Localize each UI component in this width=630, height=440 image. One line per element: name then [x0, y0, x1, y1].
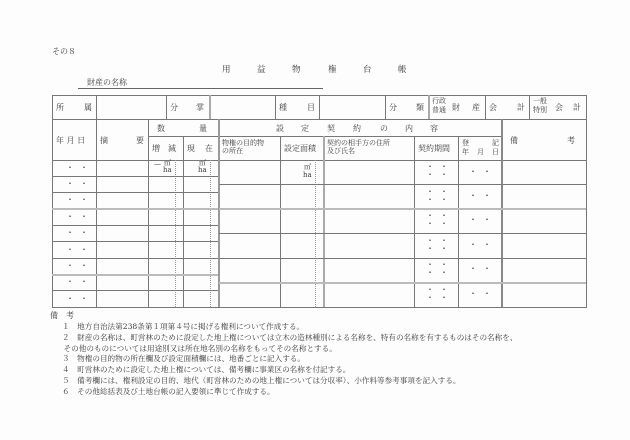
remarks-header: 考: [567, 136, 575, 145]
note-item: その他のものについては用途別又は所在地名別の名称をもってその名称とする。: [56, 343, 337, 353]
registration-date-cell[interactable]: ・・: [469, 240, 497, 249]
category-field[interactable]: [320, 96, 384, 118]
summary-column-header: 摘: [100, 136, 108, 145]
quantity-header: 量: [199, 124, 207, 133]
account-label: 計: [517, 103, 525, 112]
object-location-header: の所在: [222, 147, 243, 155]
date-cell[interactable]: ・・: [66, 228, 94, 237]
object-location-header: 物権の目的物: [222, 139, 264, 147]
note-item: ３ 物権の目的物の所在欄及び設定面積欄には、地番ごとに記入する。: [62, 354, 305, 364]
category-label: 種: [279, 103, 287, 112]
counterparty-header: 契約の相手方の住所: [327, 139, 390, 147]
date-cell[interactable]: ・・: [66, 212, 94, 221]
classification-label: 類: [416, 103, 424, 112]
branch-field[interactable]: [211, 96, 274, 118]
current-header: 現: [187, 144, 195, 153]
affiliation-field[interactable]: [97, 96, 165, 118]
date-cell[interactable]: ・・: [66, 277, 94, 286]
note-item: １ 地方自治法第238条第１項第４号に掲げる権利について作成する。: [62, 322, 305, 331]
title-char: 益: [257, 65, 266, 75]
title-char: 帳: [398, 65, 407, 75]
title-char: 物: [292, 65, 301, 75]
date-cell[interactable]: ・・: [66, 163, 94, 172]
registration-date-cell[interactable]: ・・: [469, 264, 497, 273]
unit-sqm: ㎡: [199, 159, 206, 167]
registration-date-cell[interactable]: ・・: [469, 167, 497, 176]
registration-date-cell[interactable]: ・・: [469, 215, 497, 224]
set-area-header: 設定面積: [284, 144, 316, 153]
admin-general-label: 普通: [432, 106, 446, 114]
contract-period-header: 契約期間: [418, 144, 450, 153]
category-label: 目: [307, 103, 315, 112]
unit-ha: ha: [163, 166, 172, 174]
date-cell[interactable]: ・・: [66, 179, 94, 188]
branch-label: 分: [170, 103, 178, 112]
affiliation-label: 所: [56, 103, 64, 112]
note-item: ６ その他総括表及び土地台帳の記入要領に準じて作成する。: [62, 386, 275, 396]
increase-decrease-header: 増: [152, 144, 160, 153]
affiliation-label: 属: [84, 103, 92, 112]
property-type-label: 産: [472, 103, 480, 112]
date-cell[interactable]: ・・: [66, 294, 94, 303]
property-type-label: 財: [452, 103, 460, 112]
date-cell[interactable]: ・・: [66, 261, 94, 270]
unit-ha: ha: [303, 171, 312, 179]
contract-period-cell[interactable]: ・・: [426, 285, 454, 294]
account-label: 会: [489, 103, 497, 112]
branch-label: 掌: [196, 103, 204, 112]
unit-ha: ha: [198, 166, 207, 174]
account2-label: 計: [573, 103, 581, 112]
date-cell[interactable]: ・・: [66, 195, 94, 204]
remarks-header: 備: [510, 136, 518, 145]
summary-column-header: 要: [136, 136, 144, 145]
general-special-label: 特別: [533, 106, 547, 114]
title-char: 権: [328, 65, 337, 75]
registration-date-cell[interactable]: ・・: [469, 289, 497, 298]
general-special-label: 一般: [533, 97, 547, 105]
property-name-field[interactable]: [78, 88, 323, 89]
contract-period-cell[interactable]: ・・: [426, 162, 454, 171]
current-header: 在: [205, 144, 213, 153]
admin-general-label: 行政: [432, 97, 446, 105]
title-char: 台: [363, 65, 372, 75]
contract-period-cell[interactable]: ・・: [426, 236, 454, 245]
contract-period-cell[interactable]: ・・: [426, 187, 454, 196]
note-item: ４ 町営林のために設定した地上権については、備考欄に事業区の名称を付記する。: [62, 365, 351, 375]
notes-list: [56, 322, 518, 398]
classification-label: 分: [389, 103, 397, 112]
unit-sqm: ㎡: [164, 159, 171, 167]
contract-period-cell[interactable]: ・・: [426, 211, 454, 220]
increase-decrease-header: 減: [168, 144, 176, 153]
contract-period-cell[interactable]: ・・: [426, 260, 454, 269]
note-item: ２ 財産の名称は、町営林のために設定した地上権については立木の造林種別による名称を、特有の名称を有するものはその名称を、: [62, 332, 518, 342]
note-item: ５ 備考欄には、権利設定の目的、地代（町営林のための地上権については分収率）、小作料等参考事項を記入する。: [62, 375, 461, 385]
account2-label: 会: [555, 103, 563, 112]
registration-date-cell[interactable]: ・・: [469, 191, 497, 200]
date-column-header: 年 月 日: [56, 136, 86, 145]
notes-heading: 備 考: [50, 311, 74, 320]
date-cell[interactable]: ・・: [66, 245, 94, 254]
minus-sign: —: [154, 160, 161, 168]
title-char: 用: [222, 65, 231, 75]
unit-sqm: ㎡: [304, 163, 311, 171]
quantity-header: 数: [157, 124, 165, 133]
property-name-label: 財産の名称: [87, 78, 127, 87]
counterparty-header: 及び氏名: [327, 147, 355, 155]
form-number: その８: [52, 47, 76, 56]
